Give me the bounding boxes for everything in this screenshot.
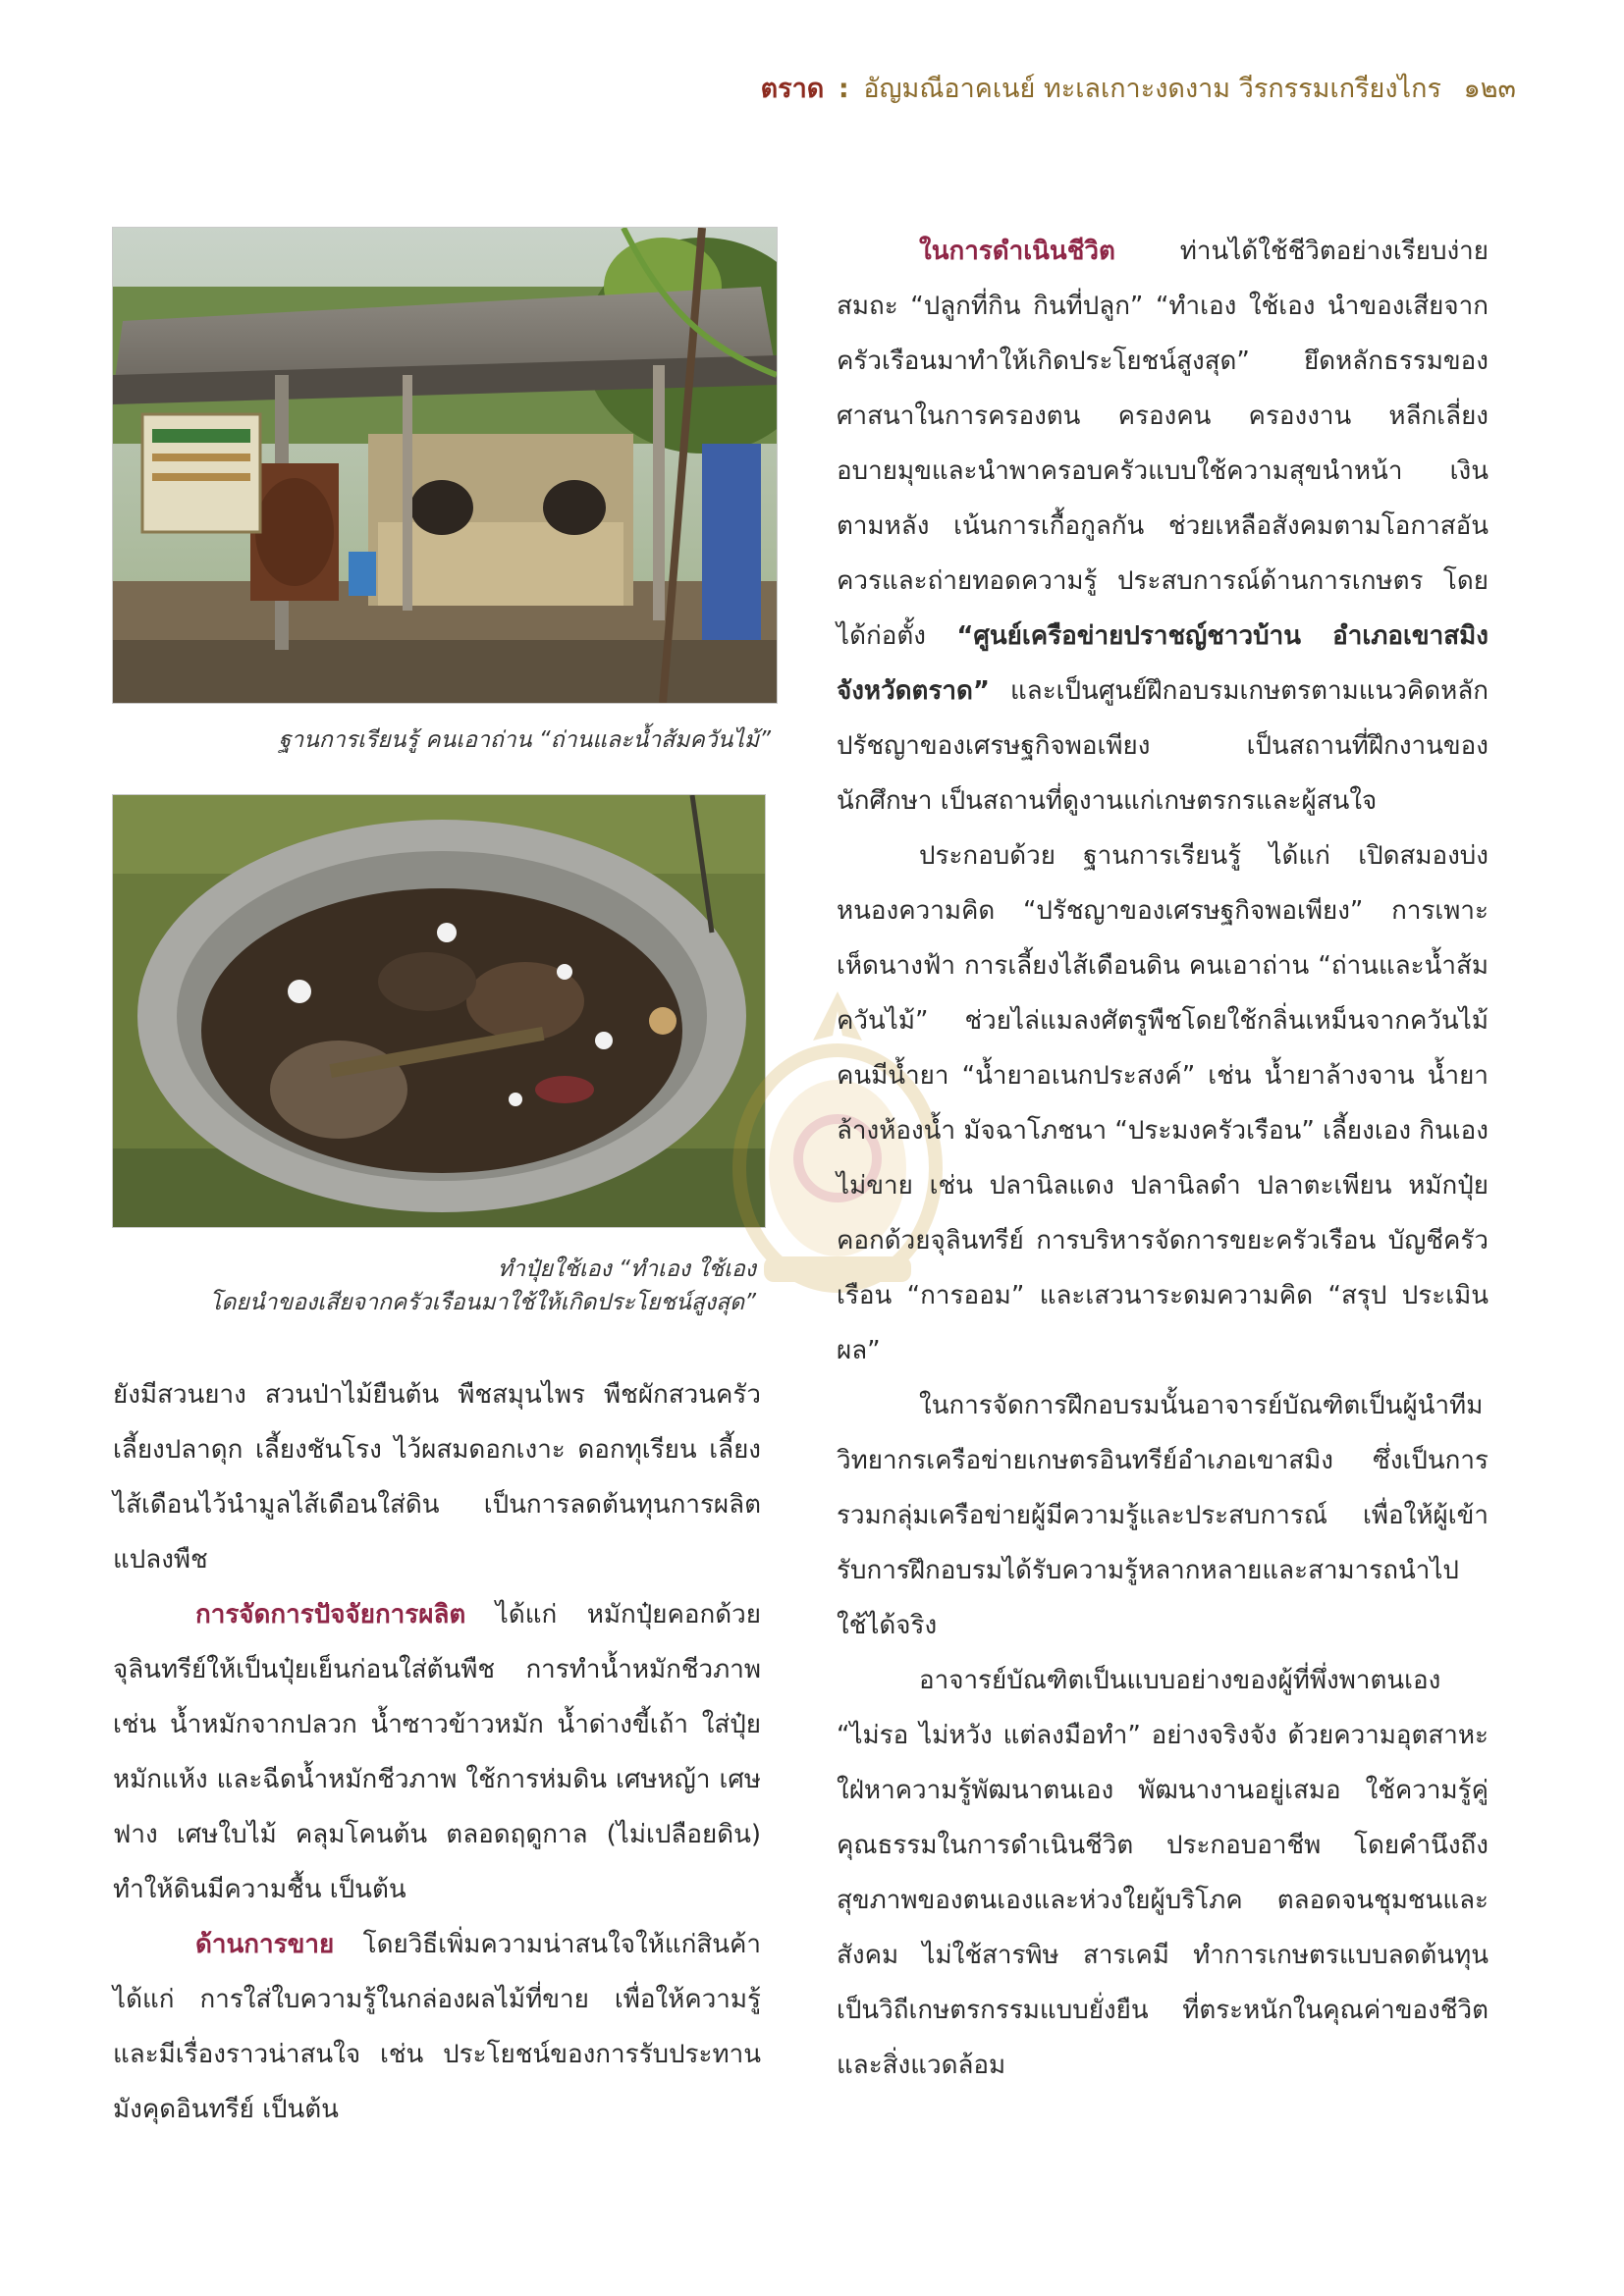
- left-column: [113, 1367, 761, 2137]
- running-header: [761, 67, 1516, 106]
- right-paragraph-1: [837, 224, 1489, 828]
- production-factors-text: ได้แก่ หมักปุ๋ยคอกด้วยจุลินทรีย์ให้เป็นปุ๋ยเย็นก่อนใส่ต้นพืช การทำน้ำหมักชีวภาพ เช่น น้ำหมักจากปลวก น้ำซาวข้าวหมัก น้ำด่างขี้เถ้า ใส่ปุ๋ยหมักแห้ง และฉีดน้ำหมักชีวภาพ ใช้การห่มดิน เศษหญ้า เศษฟาง เศษใบไม้ คลุมโคนต้น ตลอดฤดูกาล (ไม่เปลือยดิน) ทำให้ดินมีความชื้น เป็นต้น: [113, 1600, 761, 1904]
- header-subtitle: อัญมณีอาคเนย์ ทะเลเกาะงดงาม วีรกรรมเกรียงไกร: [863, 74, 1441, 104]
- charcoal-photo-caption: ฐานการเรียนรู้ คนเอาถ่าน “ถ่านและน้ำส้มควันไม้”: [278, 727, 771, 753]
- right-column: [837, 224, 1489, 2093]
- charcoal-kiln-photo: [113, 228, 777, 703]
- left-paragraph-1: ยังมีสวนยาง สวนป่าไม้ยืนต้น พืชสมุนไพร พืชผักสวนครัว เลี้ยงปลาดุก เลี้ยงชันโรง ไว้ผสมดอกเงาะ ดอกทุเรียน เลี้ยงไส้เดือนไว้นำมูลไส้เดือนใส่ดิน เป็นการลดต้นทุนการผลิตแปลงพืช: [113, 1380, 761, 1575]
- way-of-life-text-a: ท่านได้ใช้ชีวิตอย่างเรียบง่ายสมถะ “ปลูกที่กิน กินที่ปลูก” “ทำเอง ใช้เอง นำของเสียจากครัวเรือนมาทำให้เกิดประโยชน์สูงสุด” ยึดหลักธรรมของศาสนาในการครองตน ครองคน ครองงาน หลีกเลี่ยงอบายมุขและนำพาครอบครัวแบบใช้ความสุขนำหน้า เงินตามหลัง เน้นการเกื้อกูลกัน ช่วยเหลือสังคมตามโอกาสอันควรและถ่ายทอดความรู้ ประสบการณ์ด้านการเกษตร โดยได้ก่อตั้ง: [837, 237, 1489, 651]
- page-number: ๑๒๓: [1463, 74, 1516, 104]
- sales-heading: ด้านการขาย: [195, 1930, 335, 1959]
- compost-bin-photo: [113, 795, 765, 1227]
- left-paragraph-3: [113, 1917, 761, 2137]
- way-of-life-heading: ในการดำเนินชีวิต: [919, 237, 1115, 266]
- production-factors-heading: การจัดการปัจจัยการผลิต: [195, 1600, 466, 1629]
- compost-photo-caption-line1: ทำปุ๋ยใช้เอง “ทำเอง ใช้เอง: [497, 1256, 756, 1282]
- header-brand: ตราด: [760, 74, 825, 104]
- compost-photo-caption-line2: โดยนำของเสียจากครัวเรือนมาใช้ให้เกิดประโยชน์สูงสุด”: [209, 1290, 756, 1315]
- right-paragraph-4: อาจารย์บัณฑิตเป็นแบบอย่างของผู้ที่พึ่งพาตนเอง “ไม่รอ ไม่หวัง แต่ลงมือทำ” อย่างจริงจัง ด้วยความอุตสาหะ ใฝ่หาความรู้พัฒนาตนเอง พัฒนางานอยู่เสมอ ใช้ความรู้คู่คุณธรรมในการดำเนินชีวิต ประกอบอาชีพ โดยคำนึงถึงสุขภาพของตนเองและห่วงใยผู้บริโภค ตลอดจนชุมชนและสังคม ไม่ใช้สารพิษ สารเคมี ทำการเกษตรแบบลดต้นทุน เป็นวิถีเกษตรกรรมแบบยั่งยืน ที่ตระหนักในคุณค่าของชีวิตและสิ่งแวดล้อม: [837, 1666, 1489, 2080]
- network-center-name: “ศูนย์เครือข่ายปราชญ์ชาวบ้าน อำเภอเขาสมิง จังหวัดตราด”: [837, 621, 1489, 706]
- left-paragraph-2: [113, 1587, 761, 1917]
- header-separator: :: [838, 74, 849, 104]
- sales-text: โดยวิธีเพิ่มความน่าสนใจให้แก่สินค้า ได้แก่ การใส่ใบความรู้ในกล่องผลไม้ที่ขาย เพื่อให้ความรู้และมีเรื่องราวน่าสนใจ เช่น ประโยชน์ของการรับประทานมังคุดอินทรีย์ เป็นต้น: [113, 1930, 761, 2124]
- right-paragraph-3: ในการจัดการฝึกอบรมนั้นอาจารย์บัณฑิตเป็นผู้นำทีมวิทยากรเครือข่ายเกษตรอินทรีย์อำเภอเขาสมิง ซึ่งเป็นการรวมกลุ่มเครือข่ายผู้มีความรู้และประสบการณ์ เพื่อให้ผู้เข้ารับการฝึกอบรมได้รับความรู้หลากหลายและสามารถนำไปใช้ได้จริง: [837, 1391, 1489, 1640]
- way-of-life-text-b: และเป็นศูนย์ฝึกอบรมเกษตรตามแนวคิดหลักปรัชญาของเศรษฐกิจพอเพียง เป็นสถานที่ฝึกงานของนักศึกษา เป็นสถานที่ดูงานแก่เกษตรกรและผู้สนใจ: [837, 676, 1489, 816]
- right-paragraph-2: ประกอบด้วย ฐานการเรียนรู้ ได้แก่ เปิดสมองบ่งหนองความคิด “ปรัชญาของเศรษฐกิจพอเพียง” การเพาะเห็ดนางฟ้า การเลี้ยงไส้เดือนดิน คนเอาถ่าน “ถ่านและน้ำส้มควันไม้” ช่วยไล่แมลงศัตรูพืชโดยใช้กลิ่นเหม็นจากควันไม้ คนมีน้ำยา “น้ำยาอเนกประสงค์” เช่น น้ำยาล้างจาน น้ำยาล้างห้องน้ำ มัจฉาโภชนา “ประมงครัวเรือน” เลี้ยงเอง กินเอง ไม่ขาย เช่น ปลานิลแดง ปลานิลดำ ปลาตะเพียน หมักปุ๋ยคอกด้วยจุลินทรีย์ การบริหารจัดการขยะครัวเรือน บัญชีครัวเรือน “การออม” และเสวนาระดมความคิด “สรุป ประเมินผล”: [837, 841, 1489, 1365]
